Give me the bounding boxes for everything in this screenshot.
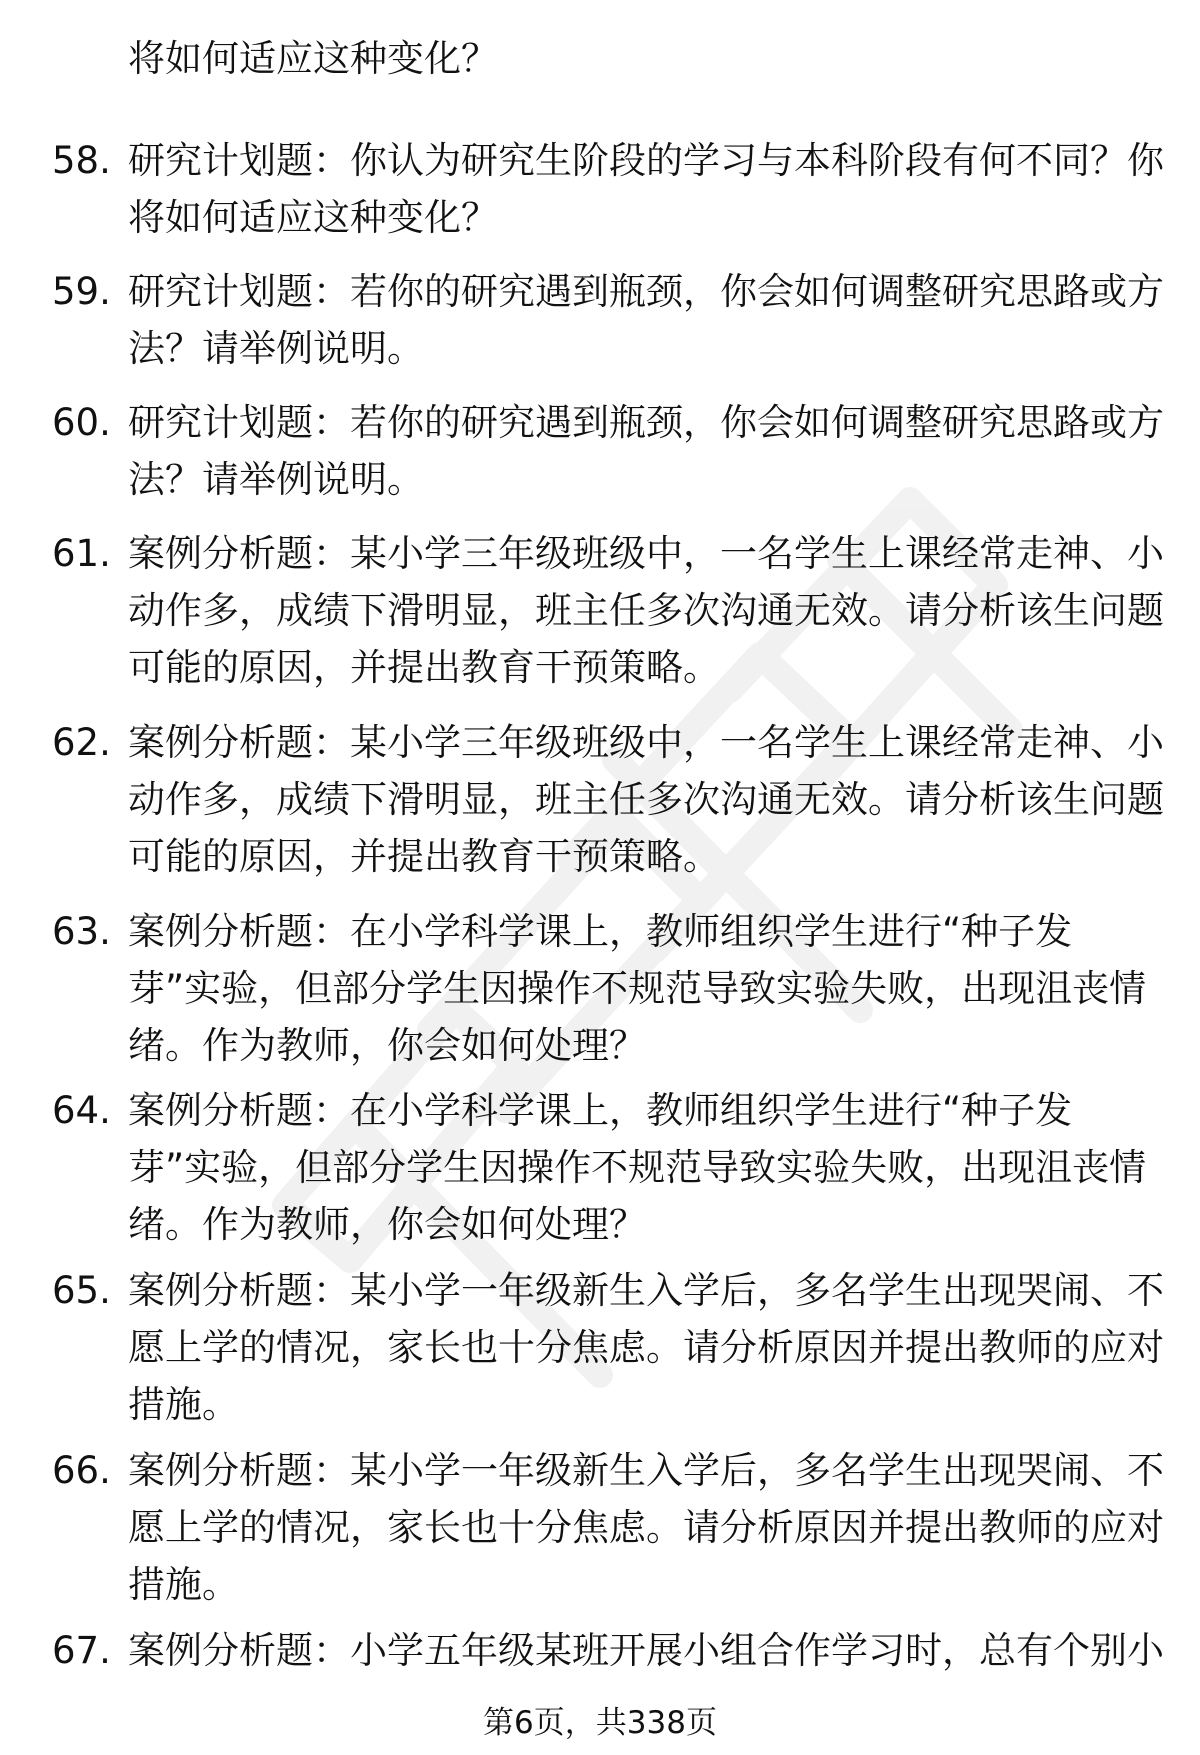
question-number: 58. (52, 139, 111, 182)
question-number: 63. (52, 910, 111, 953)
question-text-line: 绪。作为教师，你会如何处理？ (128, 1203, 646, 1246)
question-text-line: 动作多，成绩下滑明显，班主任多次沟通无效。请分析该生问题 (128, 589, 1164, 632)
question-text-line: 芽”实验，但部分学生因操作不规范导致实验失败，出现沮丧情 (128, 1146, 1147, 1189)
question-text-line: 芽”实验，但部分学生因操作不规范导致实验失败，出现沮丧情 (128, 967, 1147, 1010)
question-text-line: 案例分析题：某小学三年级班级中，一名学生上课经常走神、小 (128, 721, 1164, 764)
question-text-line: 措施。 (128, 1383, 239, 1426)
question-text-line: 可能的原因，并提出教育干预策略。 (128, 835, 720, 878)
page-footer: 第6页，共338页 (483, 1705, 717, 1741)
question-text-line: 可能的原因，并提出教育干预策略。 (128, 646, 720, 689)
question-text-line: 法？请举例说明。 (128, 327, 424, 370)
question-text (128, 1442, 1164, 1613)
question-number: 59. (52, 270, 111, 313)
question-text-line: 措施。 (128, 1563, 239, 1606)
question-text (128, 263, 1164, 377)
question-text-line: 研究计划题：若你的研究遇到瓶颈，你会如何调整研究思路或方 (128, 401, 1164, 444)
question-text-line: 动作多，成绩下滑明显，班主任多次沟通无效。请分析该生问题 (128, 778, 1164, 821)
question-text-line: 案例分析题：在小学科学课上，教师组织学生进行“种子发 (128, 910, 1073, 953)
question-text-line: 案例分析题：某小学一年级新生入学后，多名学生出现哭闹、不 (128, 1269, 1164, 1312)
question-number: 66. (52, 1449, 111, 1492)
question-text (128, 903, 1148, 1074)
question-text (128, 1622, 1164, 1679)
question-text-line: 案例分析题：小学五年级某班开展小组合作学习时，总有个别小 (128, 1629, 1164, 1672)
question-text (128, 132, 1164, 246)
continued-text-line: 将如何适应这种变化？ (128, 37, 498, 80)
question-text-line: 研究计划题：你认为研究生阶段的学习与本科阶段有何不同？你 (128, 139, 1164, 182)
question-text-line: 愿上学的情况，家长也十分焦虑。请分析原因并提出教师的应对 (128, 1326, 1164, 1369)
question-text-line: 案例分析题：某小学一年级新生入学后，多名学生出现哭闹、不 (128, 1449, 1164, 1492)
question-number: 62. (52, 721, 111, 764)
question-text-line: 绪。作为教师，你会如何处理？ (128, 1024, 646, 1067)
question-text-line: 愿上学的情况，家长也十分焦虑。请分析原因并提出教师的应对 (128, 1506, 1164, 1549)
question-text-line: 将如何适应这种变化？ (128, 196, 498, 239)
question-text (128, 1082, 1148, 1253)
question-text-line: 法？请举例说明。 (128, 458, 424, 501)
question-number: 65. (52, 1269, 111, 1312)
question-text (128, 1262, 1164, 1433)
question-text (128, 525, 1164, 696)
question-text (128, 714, 1164, 885)
question-number: 61. (52, 532, 111, 575)
question-text-line: 研究计划题：若你的研究遇到瓶颈，你会如何调整研究思路或方 (128, 270, 1164, 313)
question-text-line: 案例分析题：在小学科学课上，教师组织学生进行“种子发 (128, 1089, 1073, 1132)
question-number: 67. (52, 1629, 111, 1672)
question-text-line: 案例分析题：某小学三年级班级中，一名学生上课经常走神、小 (128, 532, 1164, 575)
question-number: 60. (52, 401, 111, 444)
question-text (128, 394, 1164, 508)
question-number: 64. (52, 1089, 111, 1132)
